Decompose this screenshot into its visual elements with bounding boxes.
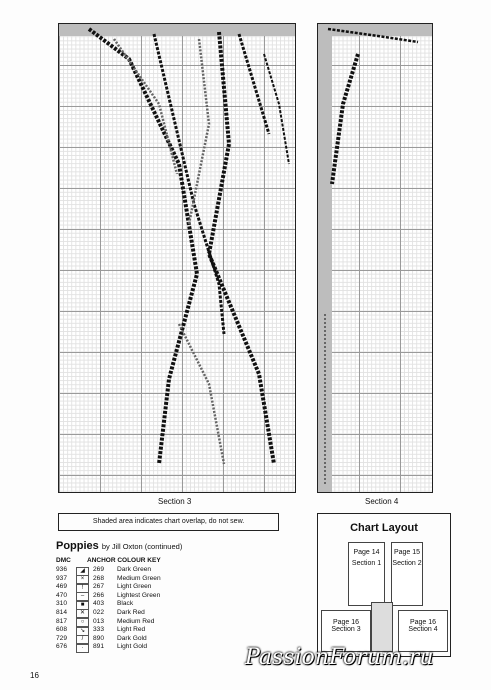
- key-colour: Dark Gold: [117, 634, 147, 642]
- layout-section-1-label: Section 1: [351, 560, 382, 567]
- stem-s4-dark: [332, 54, 358, 184]
- key-dmc: 310: [56, 600, 68, 608]
- layout-section-4-label: Section 4: [408, 626, 438, 633]
- leaf-edge: [264, 54, 289, 164]
- pattern-title: [56, 540, 182, 552]
- key-symbol: –: [76, 592, 89, 601]
- key-anchor: 890: [93, 634, 105, 642]
- key-anchor: 022: [93, 608, 105, 616]
- key-anchor: 268: [93, 574, 105, 582]
- key-colour: Lightest Green: [117, 591, 161, 599]
- key-dmc: 676: [56, 643, 68, 651]
- key-colour: Light Gold: [117, 643, 148, 651]
- layout-page-15-label: Page 15: [393, 549, 421, 556]
- key-dmc: 817: [56, 617, 68, 625]
- section-4-pattern: [318, 24, 432, 492]
- stem-shade-3: [179, 324, 224, 464]
- layout-section-3-label: Section 3: [331, 626, 361, 633]
- key-colour: Medium Red: [117, 617, 155, 625]
- key-colour: Light Green: [117, 583, 152, 591]
- key-row: [56, 618, 161, 627]
- stem-left: [89, 29, 197, 464]
- key-anchor: 403: [93, 600, 105, 608]
- stem-right: [209, 32, 274, 464]
- colour-key: [56, 566, 161, 652]
- key-dmc: 814: [56, 608, 68, 616]
- section-4-chart: [317, 23, 433, 493]
- stem-shade-1: [114, 39, 177, 174]
- stem-mid: [154, 34, 224, 334]
- section-3-chart: [58, 23, 296, 493]
- key-anchor: 013: [93, 617, 105, 625]
- layout-page-14: [348, 542, 385, 606]
- key-anchor: 266: [93, 591, 105, 599]
- section-4-caption: Section 4: [365, 497, 399, 506]
- overlap-note: Shaded area indicates chart overlap, do not sew.: [58, 513, 279, 531]
- key-row: [56, 635, 161, 644]
- key-symbol: ◢: [76, 567, 89, 576]
- layout-page-16b-label: Page 16: [409, 619, 437, 626]
- key-symbol: ·: [76, 644, 89, 653]
- section-3-pattern: [59, 24, 295, 492]
- key-symbol: ×: [76, 575, 89, 584]
- overlap-shade-left: [318, 24, 332, 492]
- key-header-anchor: ANCHOR COLOUR KEY: [87, 557, 161, 564]
- key-colour: Black: [117, 600, 134, 608]
- key-row: [56, 626, 161, 635]
- key-symbol: ✕: [76, 609, 89, 618]
- layout-page-16a-label: Page 16: [332, 619, 360, 626]
- key-colour: Dark Red: [117, 608, 145, 616]
- key-row: [56, 583, 161, 592]
- key-symbol: ○: [76, 618, 89, 627]
- stem-upper-right: [239, 34, 269, 134]
- chart-layout-title: Chart Layout: [350, 522, 418, 534]
- key-dmc: 470: [56, 591, 68, 599]
- key-colour: Dark Green: [117, 566, 152, 573]
- key-symbol: ■: [76, 601, 89, 610]
- key-dmc: 729: [56, 634, 68, 642]
- key-dmc: 937: [56, 574, 68, 582]
- page-number: 16: [30, 671, 39, 680]
- key-symbol: !: [76, 584, 89, 593]
- key-row: [56, 643, 161, 652]
- key-row: [56, 592, 161, 601]
- section-3-caption: Section 3: [158, 497, 192, 506]
- key-symbol: /: [76, 635, 89, 644]
- watermark-text: PassionForum.ru: [245, 645, 434, 670]
- key-anchor: 891: [93, 643, 105, 651]
- key-row: [56, 609, 161, 618]
- key-dmc: 608: [56, 626, 68, 634]
- key-row: [56, 575, 161, 584]
- pattern-byline: by Jill Oxton (continued): [101, 542, 183, 551]
- layout-page-14-label: Page 14: [353, 549, 380, 556]
- chart-layout-diagram: [317, 513, 451, 657]
- layout-section-2-label: Section 2: [392, 560, 422, 567]
- pattern-name: Poppies: [56, 540, 99, 552]
- key-symbol: ↘: [76, 627, 89, 636]
- key-anchor: 333: [93, 626, 105, 634]
- key-dmc: 936: [56, 566, 68, 573]
- key-header-dmc: DMC: [56, 557, 71, 564]
- key-row: [56, 566, 161, 575]
- key-colour: Light Red: [117, 626, 146, 634]
- key-dmc: 469: [56, 583, 68, 591]
- key-colour: Medium Green: [117, 574, 161, 582]
- key-row: [56, 600, 161, 609]
- key-anchor: 269: [93, 566, 105, 573]
- layout-page-15: [391, 542, 423, 606]
- key-anchor: 267: [93, 583, 105, 591]
